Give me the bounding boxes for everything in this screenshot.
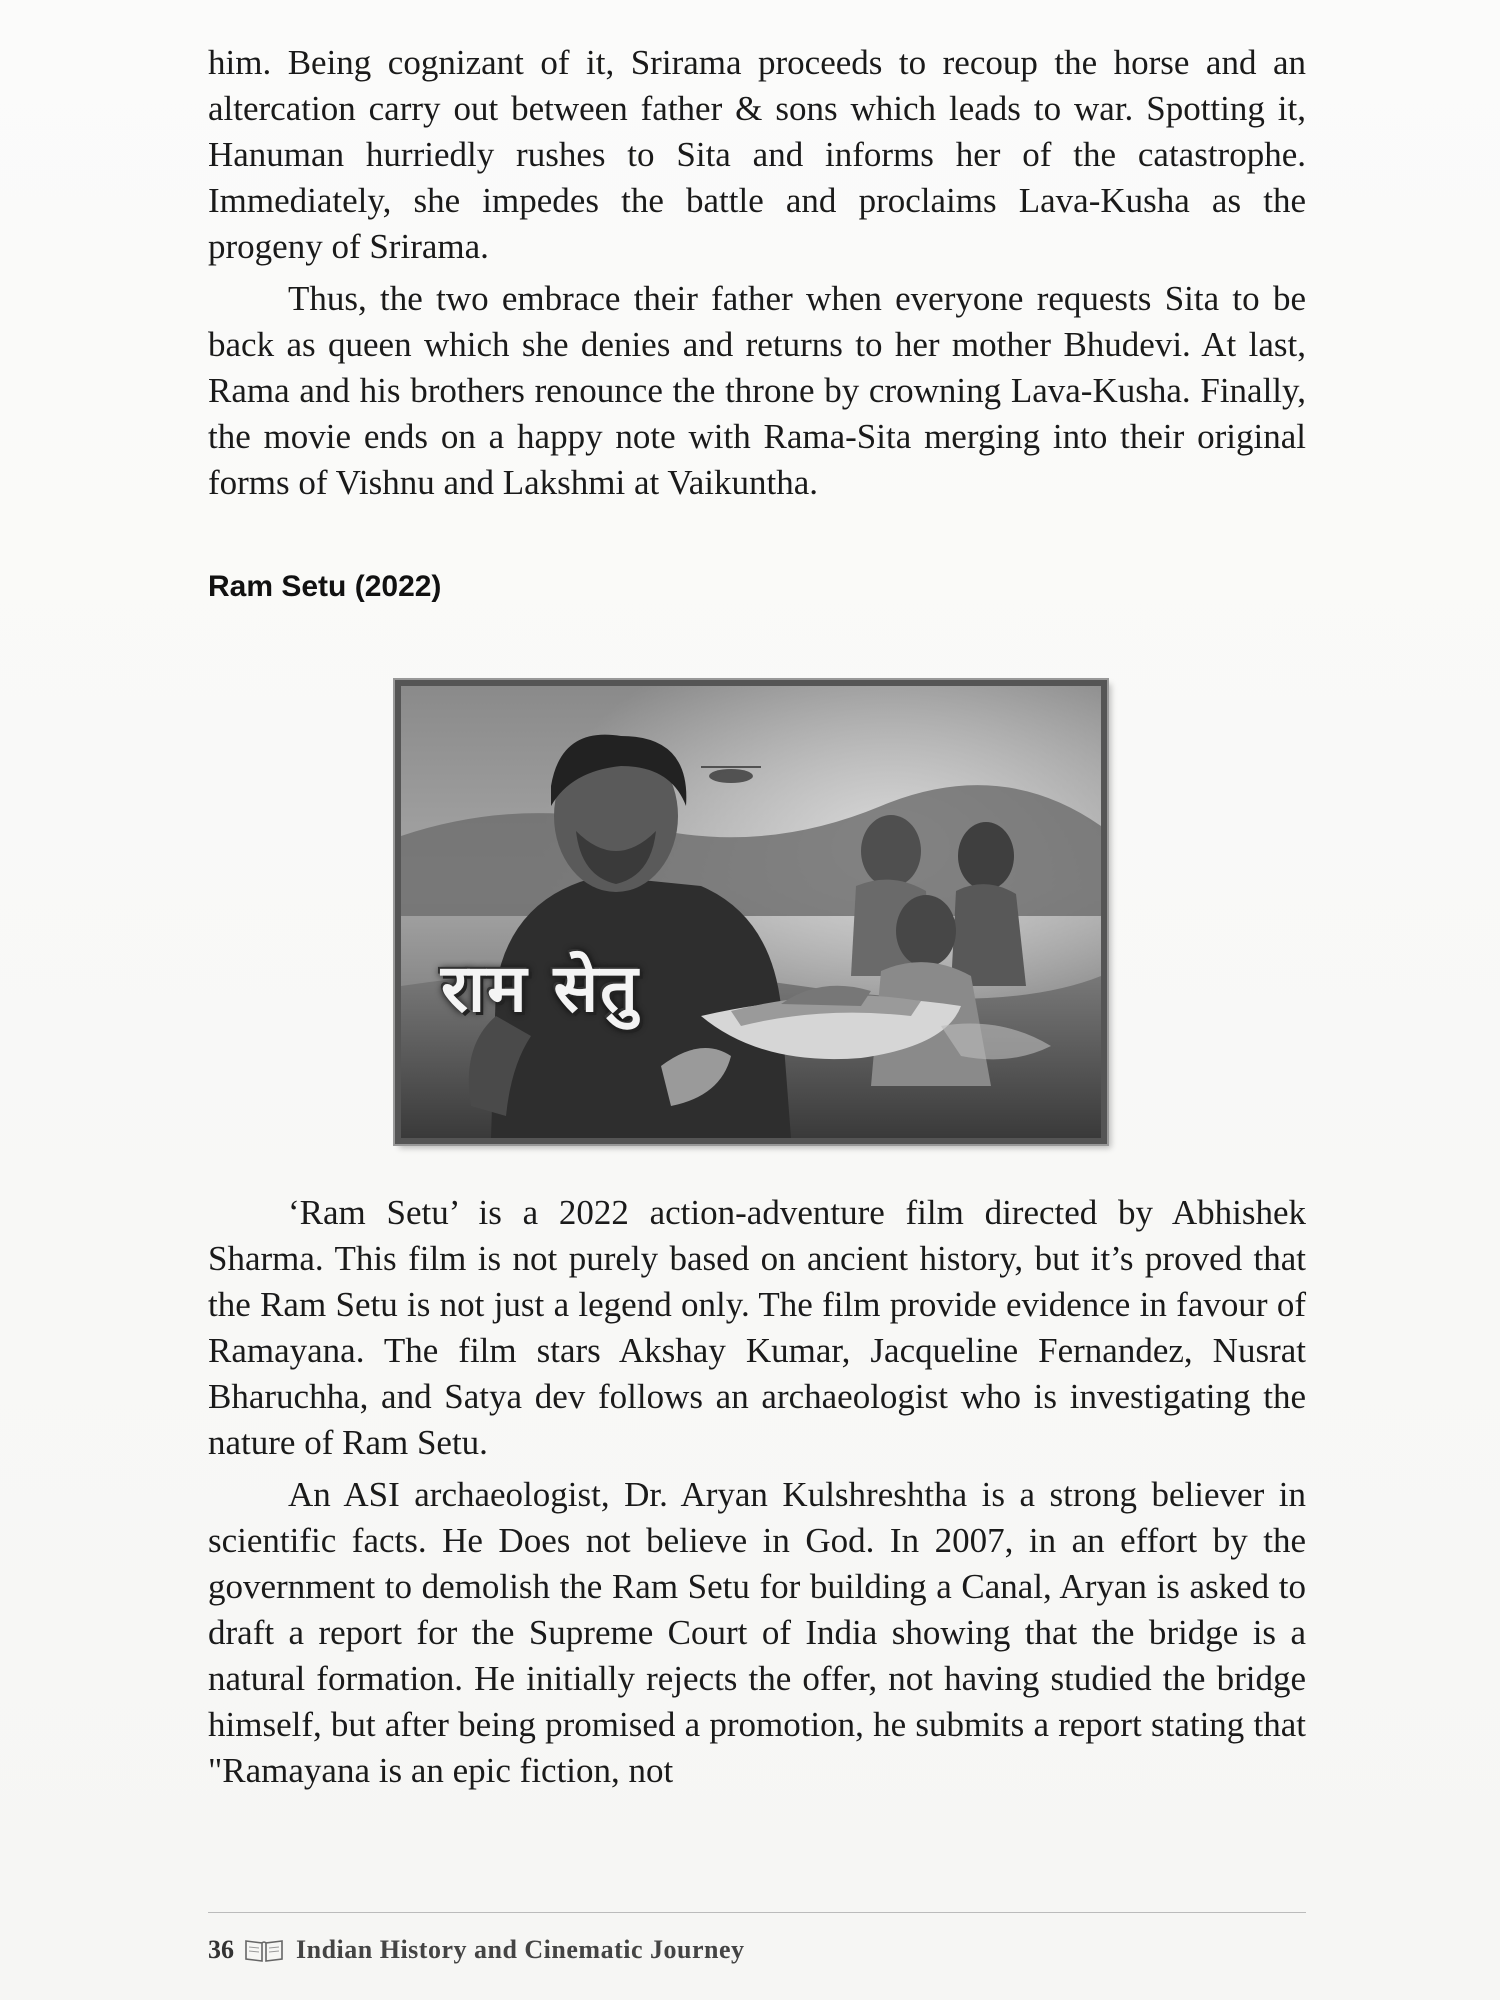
paragraph-continuation: him. Being cognizant of it, Srirama proceeds to recoup the horse and an altercation carry out between father & sons which leads to war. Spotting it, Hanuman hurriedly rushes to Sita and informs her of the catastrophe. Immediately, she impedes the battle and proclaims Lava-Kusha as the progeny of Srirama. <box>208 43 1306 266</box>
open-book-icon <box>244 1937 284 1963</box>
paragraph-ending: Thus, the two embrace their father when everyone requests Sita to be back as queen which she denies and returns to her mother Bhudevi. At last, Rama and his brothers renounce the throne by crowning Lava-Kusha. Finally, the movie ends on a happy note with Rama-Sita merging into their original forms of Vishnu and Lakshmi at Vaikuntha. <box>208 279 1306 502</box>
paragraph-film-intro: ‘Ram Setu’ is a 2022 action-adventure film directed by Abhishek Sharma. This film is not purely based on ancient history, but it’s proved that the Ram Setu is not just a legend only. The film provide evidence in favour of Ramayana. The film stars Akshay Kumar, Jacqueline Fernandez, Nusrat Bharuchha, and Satya dev follows an archaeologist who is investigating the nature of Ram Setu. <box>208 1193 1306 1462</box>
page-number: 36 <box>208 1935 234 1964</box>
movie-poster <box>395 680 1107 1144</box>
book-title: Indian History and Cinematic Journey <box>296 1935 745 1964</box>
paragraph-plot: An ASI archaeologist, Dr. Aryan Kulshreshtha is a strong believer in scientific facts. He Does not believe in God. In 2007, in an effort by the government to demolish the Ram Setu for building a Canal, Aryan is asked to draft a report for the Supreme Court of India showing that the bridge is a natural formation. He initially rejects the offer, not having studied the bridge himself, but after being promised a promotion, he submits a report stating that "Ramayana is an epic fiction, not <box>208 1475 1306 1790</box>
bottom-text-section <box>208 1190 1306 1794</box>
poster-artwork <box>401 686 1101 1138</box>
poster-title: राम सेतु <box>441 950 640 1027</box>
page-footer <box>208 1930 745 1970</box>
top-text-section <box>208 40 1306 506</box>
footer-divider <box>208 1912 1306 1913</box>
section-heading: Ram Setu (2022) <box>208 570 442 603</box>
